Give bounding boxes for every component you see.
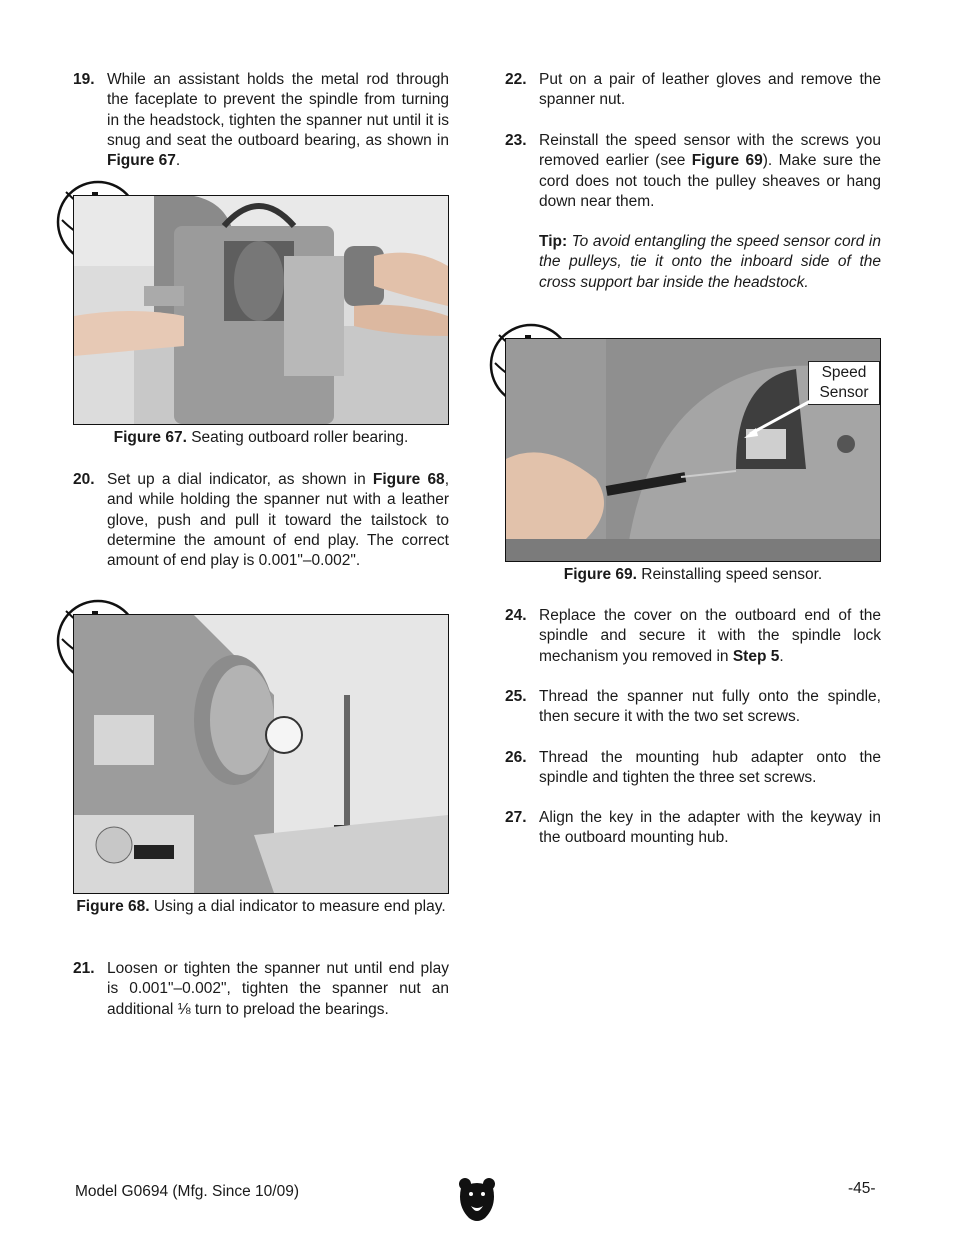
figure-67-photo bbox=[73, 195, 449, 425]
step-number: 21. bbox=[73, 960, 95, 977]
callout-pointer bbox=[740, 394, 820, 444]
footer-model: Model G0694 (Mfg. Since 10/09) bbox=[75, 1183, 300, 1200]
step-number: 23. bbox=[505, 132, 527, 149]
step-text: Reinstall the speed sensor with the screws you removed earlier (see Figure 69). Make sure the cord does not touch the pulley sheaves or hang down near them. bbox=[539, 132, 881, 210]
figure-69-caption: Figure 69. Reinstalling speed sensor. bbox=[563, 566, 823, 583]
step-text: Set up a dial indicator, as shown in Figure 68, and while holding the spanner nut with a leather glove, push and pull it toward the tailstock to determine the amount of end play. The correct amount of end play is 0.001"–0.002". bbox=[107, 471, 449, 570]
step-number: 20. bbox=[73, 471, 95, 488]
step-number: 26. bbox=[505, 749, 527, 766]
step-number: 19. bbox=[73, 71, 95, 88]
step-number: 22. bbox=[505, 71, 527, 88]
step-text: Thread the mounting hub adapter onto the spindle and tighten the three set screws. bbox=[539, 749, 881, 787]
step-text: Thread the spanner nut fully onto the spindle, then secure it with the two set screws. bbox=[539, 688, 881, 726]
step-text: Loosen or tighten the spanner nut until end play is 0.001"–0.002", tighten the spanner nut an additional ⅛ turn to preload the bearings. bbox=[107, 960, 449, 1018]
figure-68-caption: Figure 68. Using a dial indicator to measure end play. bbox=[76, 898, 446, 915]
figure-67-caption: Figure 67. Seating outboard roller bearing. bbox=[113, 429, 409, 446]
step-text: While an assistant holds the metal rod through the faceplate to prevent the spindle from turning in the headstock, tighten the spanner nut until it is snug and seat the outboard bearing, as shown in Figure 67. bbox=[107, 71, 449, 170]
step-number: 27. bbox=[505, 809, 527, 826]
grizzly-bear-logo-icon bbox=[457, 1176, 497, 1222]
callout-line-2: Sensor bbox=[819, 384, 869, 401]
step-text: Align the key in the adapter with the keyway in the outboard mounting hub. bbox=[539, 809, 881, 847]
callout-line-1: Speed bbox=[821, 364, 867, 381]
step-number: 24. bbox=[505, 607, 527, 624]
figure-68-photo bbox=[73, 614, 449, 894]
step-number: 25. bbox=[505, 688, 527, 705]
step-text: Replace the cover on the outboard end of the spindle and secure it with the spindle lock mechanism you removed in Step 5. bbox=[539, 607, 881, 665]
page-number: -45- bbox=[848, 1180, 876, 1197]
step-text: Put on a pair of leather gloves and remove the spanner nut. bbox=[539, 71, 881, 109]
tip-note: Tip: To avoid entangling the speed sensor cord in the pulleys, tie it onto the inboard side of the cross support bar inside the headstock. bbox=[539, 233, 881, 291]
